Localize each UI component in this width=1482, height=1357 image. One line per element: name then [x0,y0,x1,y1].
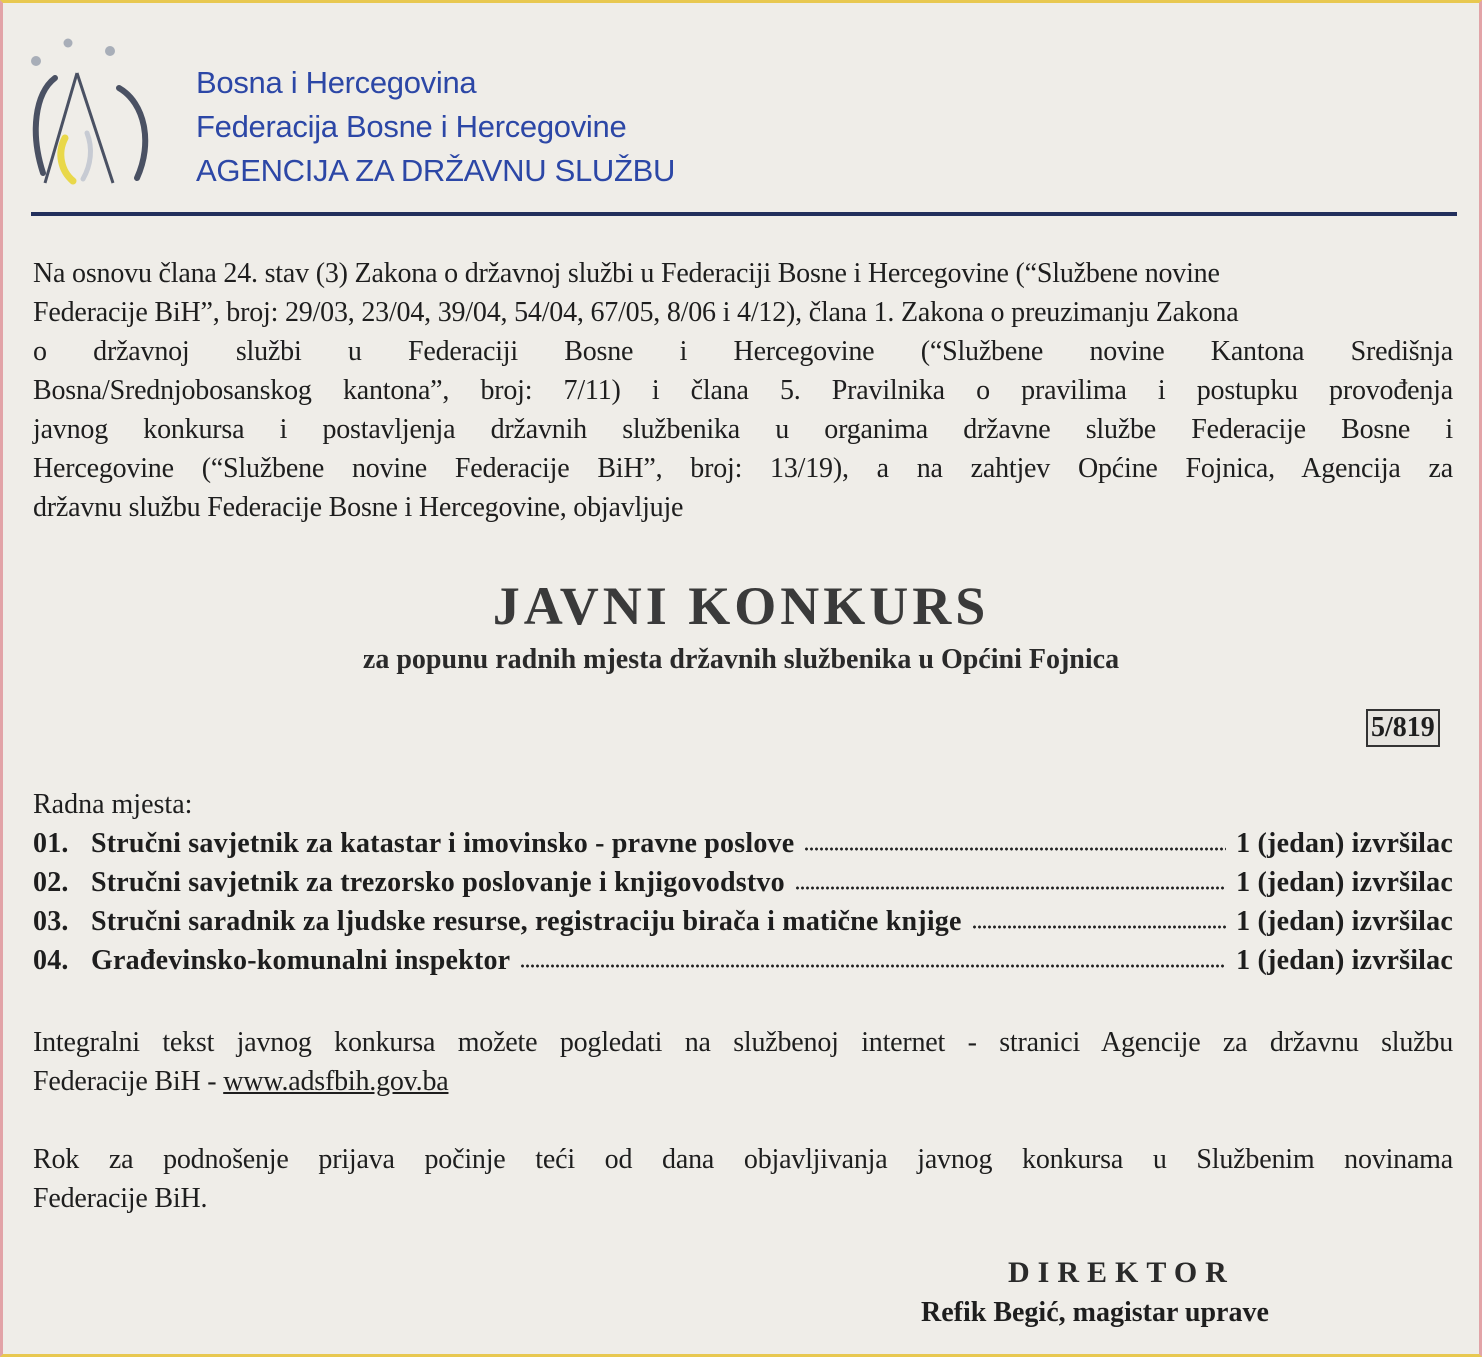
position-name: Stručni savjetnik za trezorsko poslovanje i knjigovodstvo [91,867,785,898]
signature-role: DIREKTOR [1008,1256,1235,1289]
header-block [196,61,675,193]
info-prefix: Federacije BiH - [33,1066,224,1097]
intro-line: javnog konkursa i postavljenja državnih službenika u organima državne službe Federacije Bosne i [33,414,1453,445]
list-item [33,867,1453,906]
position-count: 1 (jedan) izvršilac [1236,867,1453,898]
intro-line: Federacije BiH”, broj: 29/03, 23/04, 39/04, 54/04, 67/05, 8/06 i 4/12), člana 1. Zakona o preuzimanju Zakona [33,297,1239,328]
agency-logo-icon [25,33,175,203]
intro-paragraph [33,254,1453,527]
page-subtitle: za popunu radnih mjesta državnih službenika u Općini Fojnica [362,644,1120,675]
dot-leader [520,947,1226,969]
intro-line: Bosna/Srednjobosanskog kantona”, broj: 7/11) i člana 5. Pravilnika o pravilima i postupku provođenja [33,375,1453,406]
position-count: 1 (jedan) izvršilac [1236,945,1453,976]
position-name: Građevinsko-komunalni inspektor [91,945,511,976]
header-divider [31,212,1457,216]
header-agency: AGENCIJA ZA DRŽAVNU SLUŽBU [196,153,676,188]
dot-leader [972,908,1226,930]
header-country: Bosna i Hercegovina [196,65,477,100]
list-item [33,828,1453,867]
dot-leader [795,869,1226,891]
info-paragraph [33,1023,1453,1101]
dot-leader [804,830,1226,852]
deadline-line: Federacije BiH. [33,1183,208,1214]
reference-number-badge: 5/819 [1366,709,1440,747]
position-number: 01. [33,828,69,859]
deadline-paragraph [33,1140,1453,1218]
position-number: 03. [33,906,69,937]
position-name: Stručni saradnik za ljudske resurse, registraciju birača i matične knjige [91,906,962,937]
list-item [33,945,1453,984]
info-line: Integralni tekst javnog konkursa možete pogledati na službenoj internet - stranici Agencije za državnu službu [33,1027,1453,1058]
positions-list [33,828,1453,984]
intro-line: Na osnovu člana 24. stav (3) Zakona o državnoj službi u Federaciji Bosne i Hercegovine (“Službene novine [33,258,1220,289]
position-number: 02. [33,867,69,898]
position-number: 04. [33,945,69,976]
position-count: 1 (jedan) izvršilac [1236,906,1453,937]
intro-line: Hercegovine (“Službene novine Federacije BiH”, broj: 13/19), a na zahtjev Općine Fojnica, Agencija za [33,453,1453,484]
info-line-2 [33,1062,1453,1101]
page-title: JAVNI KONKURS [492,576,990,636]
position-count: 1 (jedan) izvršilac [1236,828,1453,859]
deadline-line: Rok za podnošenje prijava počinje teći od dana objavljivanja javnog konkursa u Službenim novinama [33,1144,1453,1175]
position-name: Stručni savjetnik za katastar i imovinsko - pravne poslove [91,828,795,859]
intro-line: državnu službu Federacije Bosne i Hercegovine, objavljuje [33,492,684,523]
positions-header: Radna mjesta: [33,789,193,820]
intro-line: o državnoj službi u Federaciji Bosne i Hercegovine (“Službene novine Kantona Središnja [33,336,1453,367]
header-federation: Federacija Bosne i Hercegovine [196,109,627,144]
agency-website-link[interactable]: www.adsfbih.gov.ba [223,1066,449,1097]
signature-name: Refik Begić, magistar uprave [921,1297,1269,1328]
list-item [33,906,1453,945]
